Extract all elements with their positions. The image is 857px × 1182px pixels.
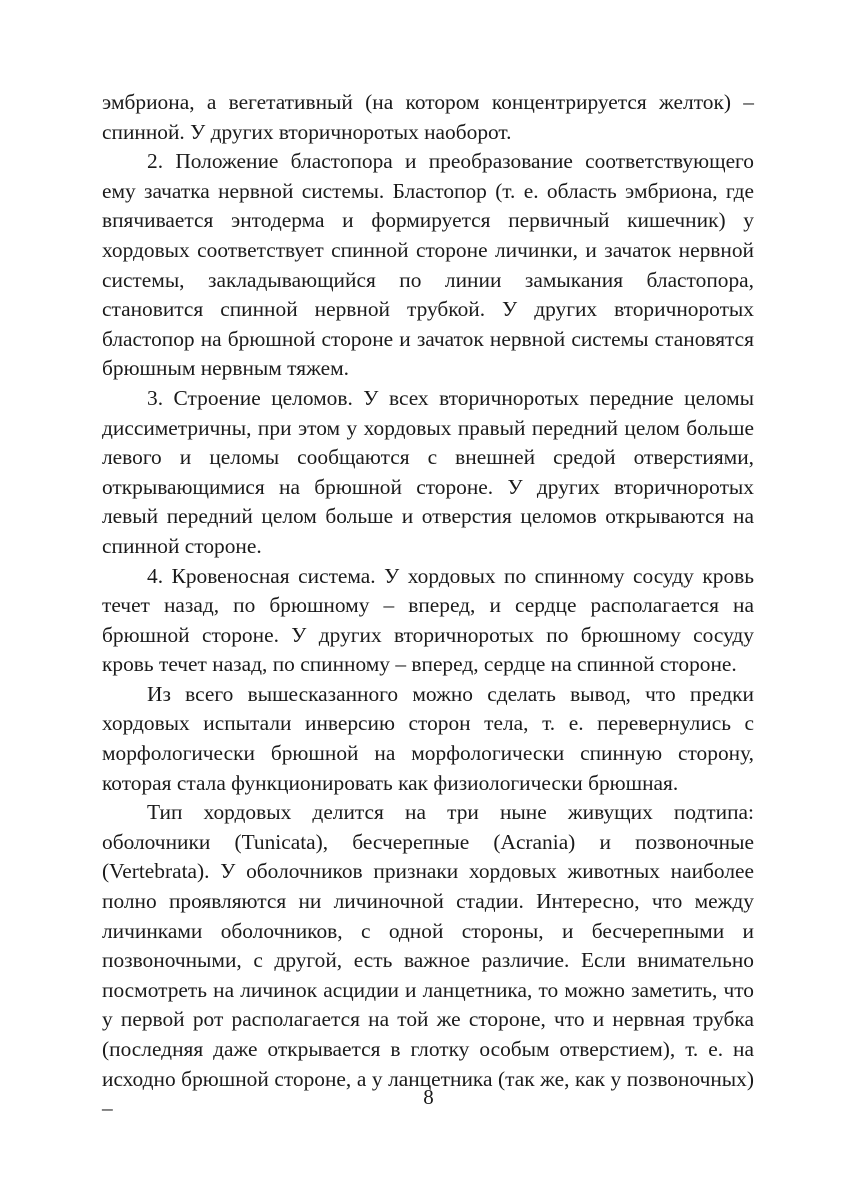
paragraph-coeloms: 3. Строение целомов. У всех вторичноротых передние целомы диссиметричны, при этом у хордовых правый передний целом больше левого и целомы сообщаются с внешней средой отверстиями, открывающимися на брюшной стороне. У других вторичноротых левый передний целом больше и отверстия целомов открываются на спинной стороне. bbox=[102, 385, 754, 558]
paragraph-conclusion: Из всего вышесказанного можно сделать вывод, что предки хордовых испытали инверсию сторон тела, т. е. перевернулись с морфологически брюшной на морфологически спинную сторону, которая стала функционировать как физиологически брюшная. bbox=[102, 681, 754, 795]
paragraph-continuation: эмбриона, а вегетативный (на котором концентрируется желток) – спинной. У других вторичноротых наоборот. bbox=[102, 90, 754, 144]
page-body bbox=[102, 88, 754, 1124]
page-number: 8 bbox=[423, 1085, 434, 1109]
paragraph-blastopore: 2. Положение бластопора и преобразование соответствующего ему зачатка нервной системы. Бластопор (т. е. область эмбриона, где впячивается энтодерма и формируется первичный кишечник) у хордовых соответствует спинной стороне личинки, и зачаток нервной системы, закладывающийся по линии замыкания бластопора, становится спинной нервной трубкой. У других вторичноротых бластопор на брюшной стороне и зачаток нервной системы становятся брюшным нервным тяжем. bbox=[102, 149, 754, 381]
paragraph-circulatory-system: 4. Кровеносная система. У хордовых по спинному сосуду кровь течет назад, по брюшному – вперед, и сердце располагается на брюшной стороне. У других вторичноротых по брюшному сосуду кровь течет назад, по спинному – вперед, сердце на спинной стороне. bbox=[102, 563, 754, 677]
paragraph-subtypes: Тип хордовых делится на три ныне живущих подтипа: оболочники (Tunicata), бесчерепные (Acrania) и позвоночные (Vertebrata). У оболочников признаки хордовых животных наиболее полно проявляются ни личиночной стадии. Интересно, что между личинками оболочников, с одной стороны, и бесчерепными и позвоночными, с другой, есть важное различие. Если внимательно посмотреть на личинок асцидии и ланцетника, то можно заметить, что у первой рот располагается на той же стороне, что и нервная трубка (последняя даже открывается в глотку особым отверстием), т. е. на исходно брюшной стороне, а у ланцетника (так же, как у позвоночных) – bbox=[102, 800, 754, 1121]
